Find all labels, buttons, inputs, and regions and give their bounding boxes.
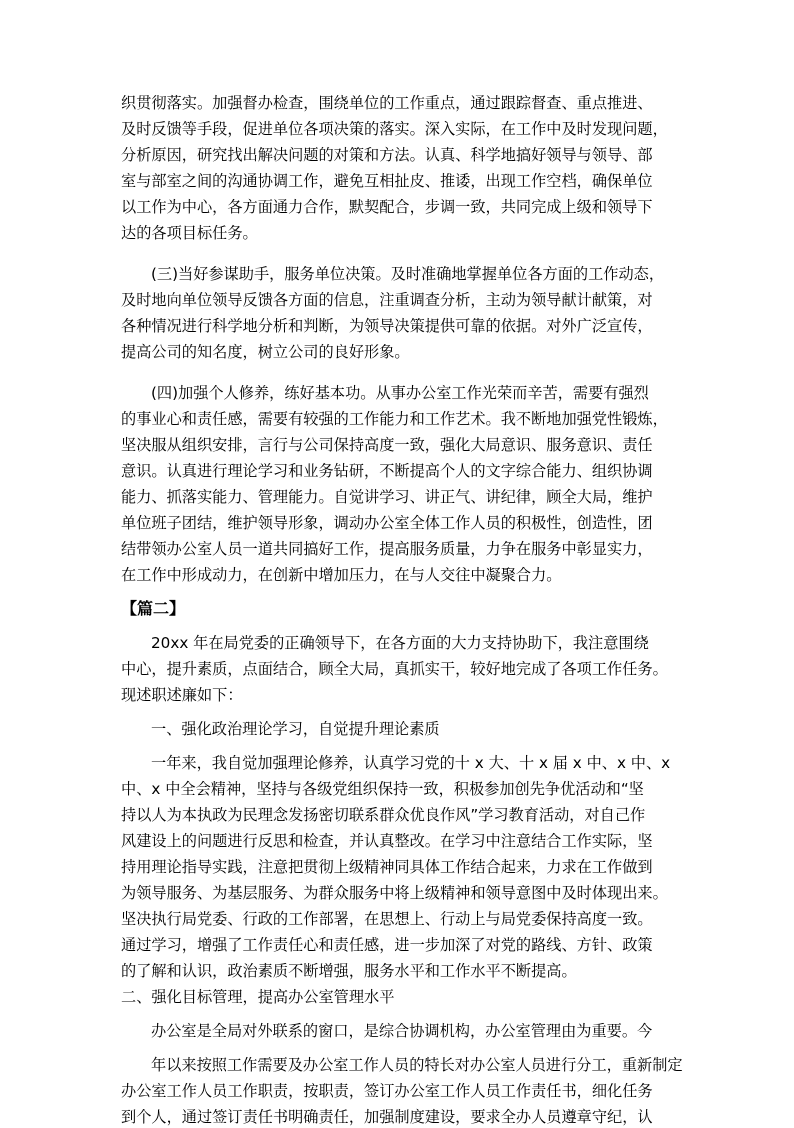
section-heading: 【篇二】 [121,599,186,618]
body-line: 坚决服从组织安排，言行与公司保持高度一致，强化大局意识、服务意识、责任 [121,436,653,454]
paragraph-first-line: 20xx 年在局党委的正确领导下，在各方面的大力支持协助下，我注意围绕 [151,634,649,652]
body-line: 二、强化目标管理，提高办公室管理水平 [121,988,395,1006]
body-line: 在工作中形成动力，在创新中增加压力，在与人交往中凝聚合力。 [121,566,562,584]
body-line: 结带领办公室人员一道共同搞好工作，提高服务质量，力争在服务中彰显实力， [121,540,653,558]
body-line: 办公室工作人员工作职责，按职责，签订办公室工作人员工作责任书，细化任务 [121,1082,653,1100]
body-line: 各种情况进行科学地分析和判断，为领导决策提供可靠的依据。对外广泛宣传， [121,317,653,335]
body-line: 现述职述廉如下： [121,686,243,704]
subsection-heading: 一、强化政治理论学习，自觉提升理论素质 [151,720,440,738]
body-line: 能力、抓落实能力、管理能力。自觉讲学习、讲正气、讲纪律，顾全大局，维护 [121,488,653,506]
body-line: 坚决执行局党委、行政的工作部署，在思想上、行动上与局党委保持高度一致。 [121,910,653,928]
paragraph-first-line: 一年来，我自觉加强理论修养，认真学习党的十 x 大、十 x 届 x 中、x 中、x [151,754,671,772]
paragraph-first-line: (四)加强个人修养，练好基本功。从事办公室工作光荣而辛苦，需要有强烈 [151,384,649,402]
body-line: 中、x 中全会精神，坚持与各级党组织保持一致，积极参加创先争优活动和“坚 [121,780,644,798]
paragraph-first-line: (三)当好参谋助手，服务单位决策。及时准确地掌握单位各方面的工作动态， [151,265,665,283]
body-line: 的了解和认识，政治素质不断增强，服务水平和工作水平不断提高。 [121,962,577,980]
body-line: 持以人为本执政为民理念发扬密切联系群众优良作风”学习教育活动，对自己作 [121,806,646,824]
body-line: 通过学习，增强了工作责任心和责任感，进一步加深了对党的路线、方针、政策 [121,936,653,954]
body-line: 及时地向单位领导反馈各方面的信息，注重调查分析，主动为领导献计献策，对 [121,291,653,309]
body-line: 风建设上的问题进行反思和检查，并认真整改。在学习中注意结合工作实际，坚 [121,832,653,850]
body-line: 持用理论指导实践，注意把贯彻上级精神同具体工作结合起来，力求在工作做到 [121,858,653,876]
body-line: 意识。认真进行理论学习和业务钻研，不断提高个人的文字综合能力、组织协调 [121,462,653,480]
body-line: 中心，提升素质，点面结合，顾全大局，真抓实干，较好地完成了各项工作任务。 [121,660,668,678]
body-line: 织贯彻落实。加强督办检查，围绕单位的工作重点，通过跟踪督查、重点推进、 [121,94,653,112]
subsection-heading: 办公室是全局对外联系的窗口，是综合协调机构，办公室管理由为重要。今 [151,1022,653,1040]
body-line: 的事业心和责任感，需要有较强的工作能力和工作艺术。我不断地加强党性锻炼， [121,410,668,428]
body-line: 以工作为中心，各方面通力合作，默契配合，步调一致，共同完成上级和领导下 [121,198,653,216]
body-line: 达的各项目标任务。 [121,224,258,242]
body-line: 为领导服务、为基层服务、为群众服务中将上级精神和领导意图中及时体现出来。 [121,884,668,902]
body-line: 单位班子团结，维护领导形象，调动办公室全体工作人员的积极性，创造性，团 [121,514,653,532]
body-line: 到个人，通过签订责任书明确责任，加强制度建设，要求全办人员遵章守纪，认 [121,1108,653,1126]
body-line: 提高公司的知名度，树立公司的良好形象。 [121,343,410,361]
body-line: 分析原因，研究找出解决问题的对策和方法。认真、科学地搞好领导与领导、部 [121,146,653,164]
body-line: 室与部室之间的沟通协调工作，避免互相扯皮、推诿，出现工作空档，确保单位 [121,172,653,190]
body-line: 及时反馈等手段，促进单位各项决策的落实。深入实际，在工作中及时发现问题， [121,120,668,138]
paragraph-first-line: 年以来按照工作需要及办公室工作人员的特长对办公室人员进行分工，重新制定 [151,1056,683,1074]
